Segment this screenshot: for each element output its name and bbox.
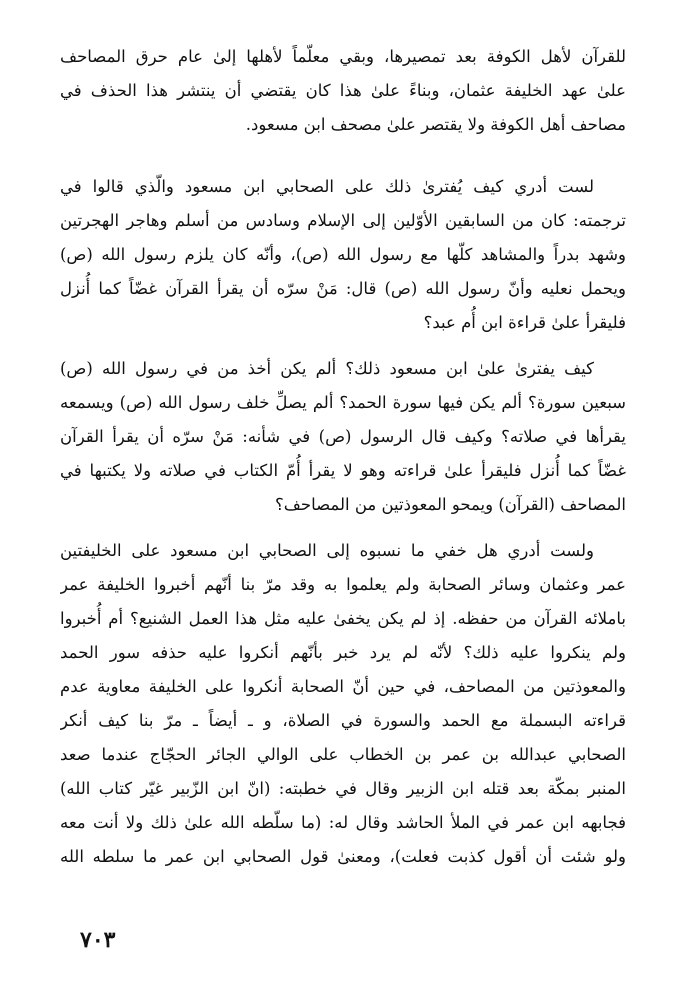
- text-line: ويحمل نعليه وأنّ رسول الله (ص) قال: مَنْ سرّه أن يقرأ القرآن غضّاً كما أُنزل: [60, 279, 626, 298]
- text-line: فجابهه ابن عمر في الملأ الحاشد وقال له: (ما سلّطه الله علىٰ ذلك ولا أنت معه: [60, 813, 626, 832]
- text-line: قراءته البسملة مع الحمد والسورة في الصلاة، و ـ أيضاً ـ مرّ بنا كيف أنكر: [60, 711, 626, 730]
- page-number: ٧٠٣: [80, 927, 116, 953]
- text-line: سبعين سورة؟ ألم يكن فيها سورة الحمد؟ ألم يصلِّ خلف رسول الله (ص) ويسمعه: [60, 393, 626, 412]
- text-line: ولم ينكروا عليه ذلك؟ لأنّه لم يرد خبر بأنّهم أنكروا عليه حذفه سور الحمد: [60, 643, 626, 662]
- text-line: عمر وعثمان وسائر الصحابة ولم يعلموا به وقد مرّ بنا أنّهم أخبروا الخليفة عمر: [60, 575, 626, 594]
- text-line: ولو شئت أن أقول كذبت فعلت)، ومعنىٰ قول الصحابي ابن عمر ما سلطه الله: [60, 847, 626, 866]
- text-line: ولست أدري هل خفي ما نسبوه إلى الصحابي ابن مسعود على الخليفتين: [60, 541, 594, 560]
- text-line: كيف يفترىٰ علىٰ ابن مسعود ذلك؟ ألم يكن أخذ من في رسول الله (ص): [60, 359, 594, 378]
- text-line: الصحابي عبدالله بن عمر بن الخطاب على الوالي الجائر الحجّاج عندما صعد: [60, 745, 626, 764]
- text-line: والمعوذتين من المصاحف، في حين أنّ الصحابة أنكروا على الخليفة معاوية عدم: [60, 677, 626, 696]
- text-line: يقرأها في صلاته؟ وكيف قال الرسول (ص) في شأنه: مَنْ سرّه أن يقرأ القرآن: [60, 427, 626, 446]
- text-line: المنبر بمكّة بعد قتله ابن الزبير وقال في خطبته: (انّ ابن الزّبير غيّر كتاب الله): [60, 779, 626, 798]
- text-line: ترجمته: كان من السابقين الأوّلين إلى الإسلام وسادس من أسلم وهاجر الهجرتين: [60, 211, 626, 230]
- text-line: للقرآن لأهل الكوفة بعد تمصيرها، وبقي معلّماً لأهلها إلىٰ عام حرق المصاحف: [60, 47, 626, 66]
- text-line: علىٰ عهد الخليفة عثمان، وبناءً علىٰ هذا كان يقتضي أن ينتشر هذا الحذف في: [60, 81, 626, 100]
- text-line: لست أدري كيف يُفترىٰ ذلك على الصحابي ابن مسعود والّذي قالوا في: [60, 177, 594, 196]
- text-line: باملائه القرآن من حفظه. إذ لم يكن يخفىٰ عليه مثل هذا العمل الشنيع؟ أم أُخبروا: [60, 609, 626, 628]
- text-line: غضّاً كما أُنزل فليقرأ علىٰ قراءته وهو لا يقرأ أُمّ الكتاب في صلاته ولا يكتبها في: [60, 461, 626, 480]
- text-line: وشهد بدراً والمشاهد كلّها مع رسول الله (ص)، وأنّه كان يلزم رسول الله (ص): [60, 245, 626, 264]
- text-line: فليقرأ علىٰ قراءة ابن أُم عبد؟: [423, 313, 626, 332]
- text-line: المصاحف (القرآن) ويمحو المعوذتين من المصاحف؟: [275, 495, 626, 514]
- text-line: مصاحف أهل الكوفة ولا يقتصر علىٰ مصحف ابن مسعود.: [245, 115, 626, 134]
